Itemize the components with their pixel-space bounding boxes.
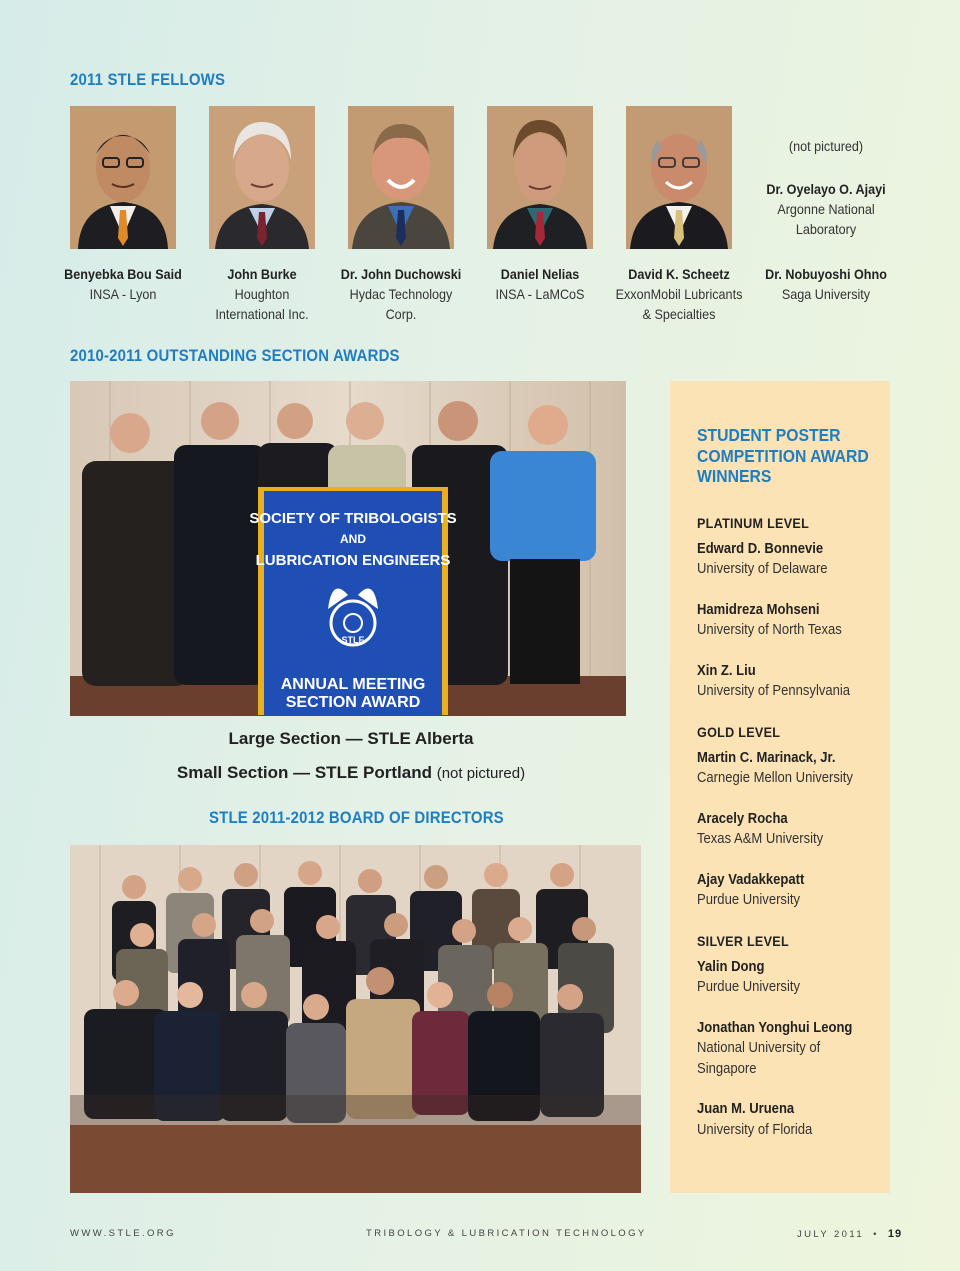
banner-line-4: STLE xyxy=(341,635,365,645)
fellow-name: Benyebka Bou Said xyxy=(64,266,182,282)
section-awards-heading: 2010-2011 OUTSTANDING SECTION AWARDS xyxy=(70,346,400,365)
board-photo xyxy=(70,845,641,1193)
fellow-affiliation: Houghton International Inc. xyxy=(215,286,309,322)
fellow-photo-3 xyxy=(348,106,454,249)
banner-line-2: AND xyxy=(340,532,366,546)
winner-item: Aracely Rocha Texas A&M University xyxy=(697,810,824,847)
fellow-photo-1 xyxy=(70,106,176,249)
fellow-name: David K. Scheetz xyxy=(628,266,730,282)
fellow-name: John Burke xyxy=(227,266,297,282)
section-award-photo xyxy=(70,381,626,716)
fellow-name: Daniel Nelias xyxy=(500,266,580,282)
level-platinum: PLATINUM LEVEL xyxy=(697,514,810,531)
winner-item: Yalin Dong Purdue University xyxy=(697,958,800,995)
board-heading: STLE 2011-2012 BOARD OF DIRECTORS xyxy=(209,808,504,827)
fellow-1 xyxy=(48,264,198,304)
fellow-2 xyxy=(187,264,337,324)
fellows-heading: 2011 STLE FELLOWS xyxy=(70,70,226,89)
fellow-4 xyxy=(465,264,615,304)
footer-page-info xyxy=(797,1228,902,1240)
footer-website: WWW.STLE.ORG xyxy=(70,1228,176,1239)
winner-item: Martin C. Marinack, Jr. Carnegie Mellon University xyxy=(697,749,853,786)
fellow-photo-4 xyxy=(487,106,593,249)
winner-item: Xin Z. Liu University of Pennsylvania xyxy=(697,662,851,699)
fellow-photo-5 xyxy=(626,106,732,249)
small-section-caption: Small Section — STLE Portland (not pictured) xyxy=(176,763,526,782)
not-pictured-note: (not pictured) xyxy=(788,138,864,154)
winner-item: Ajay Vadakkepatt Purdue University xyxy=(697,871,805,908)
fellow-name: Dr. John Duchowski xyxy=(340,266,462,282)
banner-line-3: LUBRICATION ENGINEERS xyxy=(255,552,451,569)
large-section-caption: Large Section — STLE Alberta xyxy=(228,729,474,748)
banner-line-6: SECTION AWARD xyxy=(285,694,421,711)
fellow-affiliation: INSA - Lyon xyxy=(89,286,157,302)
footer-publication: TRIBOLOGY & LUBRICATION TECHNOLOGY xyxy=(366,1228,647,1239)
fellow-affiliation: INSA - LaMCoS xyxy=(495,286,585,302)
fellow-3 xyxy=(326,264,476,324)
page-number: 19 xyxy=(887,1228,903,1240)
footer-date: JULY 2011 xyxy=(797,1229,865,1240)
winner-item: Juan M. Uruena University of Florida xyxy=(697,1101,813,1138)
footer-separator: • xyxy=(873,1229,879,1240)
fellow-name: Dr. Nobuyoshi Ohno xyxy=(765,266,887,282)
fellow-6 xyxy=(751,264,901,304)
student-poster-sidebar xyxy=(670,381,890,1193)
sidebar-title: STUDENT POSTER COMPETITION AWARD WINNERS xyxy=(697,425,869,486)
fellow-affiliation: Hydac Technology Corp. xyxy=(349,286,453,322)
fellow-name: Dr. Oyelayo O. Ajayi xyxy=(766,181,886,197)
fellow-affiliation: Saga University xyxy=(781,286,871,302)
banner-line-5: ANNUAL MEETING xyxy=(280,676,426,693)
fellow-affiliation: ExxonMobil Lubricants & Specialties xyxy=(615,286,743,322)
banner-line-1: SOCIETY OF TRIBOLOGISTS xyxy=(249,510,457,527)
fellow-affiliation: Argonne National Laboratory xyxy=(777,201,875,237)
fellow-5 xyxy=(604,264,754,324)
level-gold: GOLD LEVEL xyxy=(697,723,781,740)
level-silver: SILVER LEVEL xyxy=(697,932,789,949)
fellow-unpictured xyxy=(751,179,901,239)
winner-item: Edward D. Bonnevie University of Delaware xyxy=(697,540,828,577)
winner-item: Jonathan Yonghui Leong National University of Singapore xyxy=(697,1019,853,1077)
winner-item: Hamidreza Mohseni University of North Texas xyxy=(697,601,842,638)
fellow-photo-2 xyxy=(209,106,315,249)
